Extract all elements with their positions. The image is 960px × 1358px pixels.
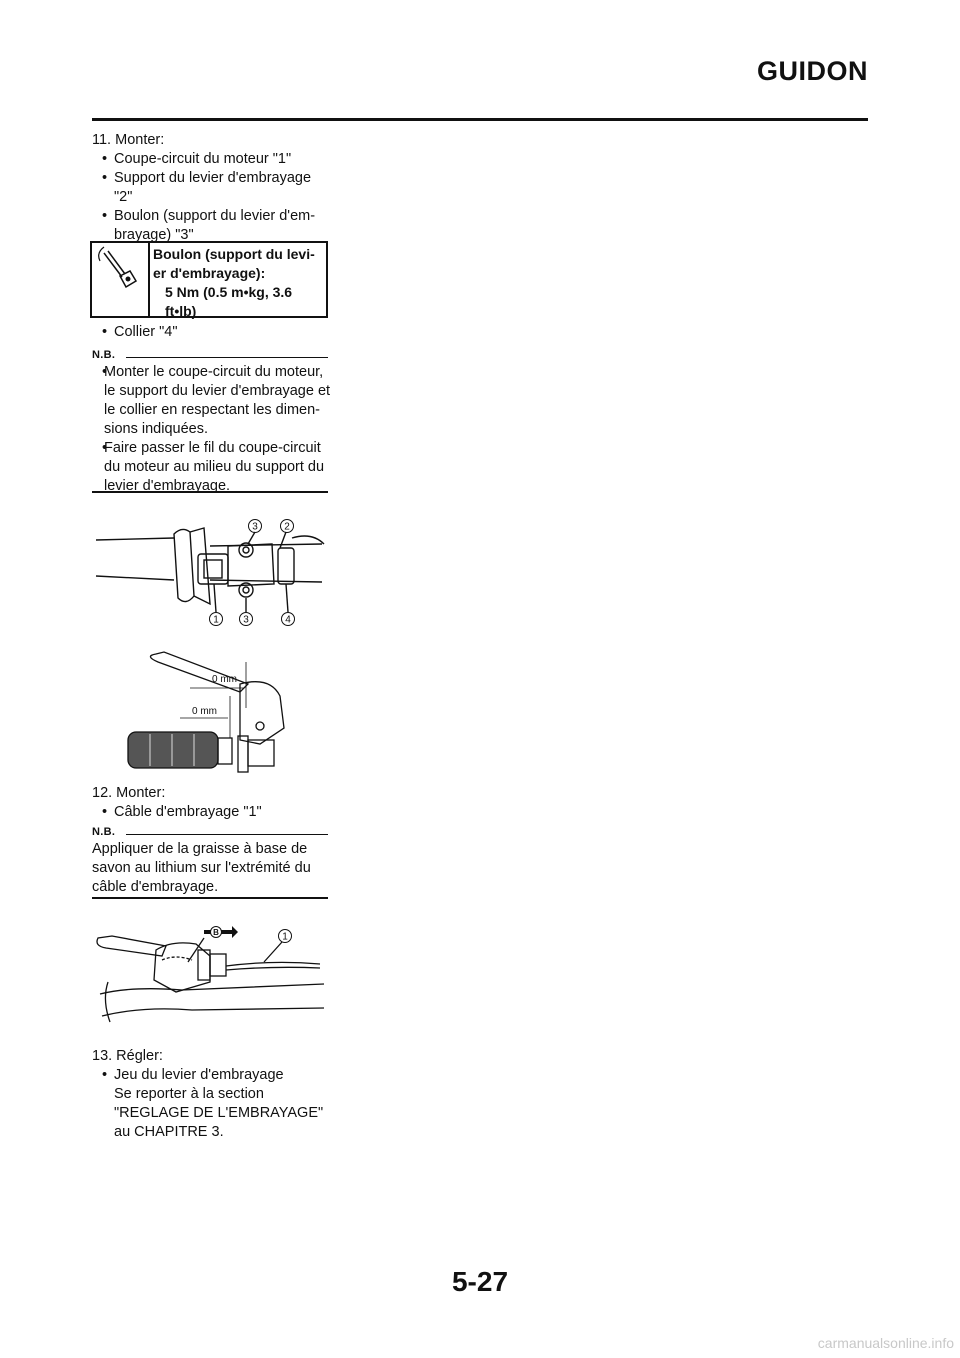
step-12 [92,784,330,822]
note-rule [126,357,328,358]
note-label: N.B. [92,349,116,361]
page-number: 5-27 [451,1266,509,1297]
note-end-rule [92,491,328,493]
note-2 [92,840,332,897]
note-1 [92,363,332,496]
list-item: • Faire passer le fil du coupe-circuit du moteur au milieu du support du levier d'embrayage. [92,439,332,496]
reference-line: Se reporter à la section [114,1086,264,1102]
header-rule [92,118,868,121]
grease-symbol: B [213,928,219,937]
dimension-label: 0 mm [212,674,237,685]
page-title: GUIDON [757,56,868,86]
clutch-lever-dimension-figure [120,648,300,776]
list-item: • Collier "4" [92,323,330,342]
note-rule [126,834,328,835]
note-end-rule [92,897,328,899]
step-13-title: 13. Régler: [92,1048,163,1064]
reference-line: au CHAPITRE 3. [114,1124,224,1140]
step-12-title: 12. Monter: [92,785,166,801]
callout-label: 1 [213,614,219,626]
dimension-label: 0 mm [192,706,217,717]
callout-label: 4 [285,614,291,626]
spec-label: Boulon (support du levi- er d'embrayage): [153,246,315,281]
step-11 [92,131,330,245]
step-11-continued [92,323,330,342]
callout-label: 2 [284,521,290,533]
list-item: • Jeu du levier d'embrayage [92,1066,330,1085]
spec-text [153,245,325,321]
callout-label: 3 [243,614,249,626]
spec-value: 5 Nm (0.5 m•kg, 3.6 ft•lb) [165,284,293,319]
handlebar-clamp-figure [92,510,332,630]
torque-wrench-icon [92,243,148,316]
step-11-title: 11. Monter: [92,132,165,148]
note-2-text: Appliquer de la graisse à base de savon au lithium sur l'extrémité du câble d'embrayage. [92,841,311,895]
list-item: • Boulon (support du levier d'em- brayage) "3" [92,207,330,245]
list-item: • Câble d'embrayage "1" [92,803,330,822]
note-label: N.B. [92,826,116,838]
list-item: • Coupe-circuit du moteur "1" [92,150,330,169]
reference-line: "REGLAGE DE L'EMBRAYAGE" [114,1105,324,1121]
step-13 [92,1047,330,1142]
watermark: carmanualsonline.info [817,1335,954,1351]
clutch-cable-figure [92,920,332,1030]
list-item: • Support du levier d'embrayage "2" [92,169,330,207]
list-item: • Monter le coupe-circuit du moteur, le support du levier d'embrayage et le collier en respectant les dimen- sions indiquées. [92,363,332,439]
callout-label: 3 [252,521,258,533]
torque-spec-box [90,241,328,318]
spec-icon-cell [92,243,150,316]
callout-label: 1 [282,931,288,943]
